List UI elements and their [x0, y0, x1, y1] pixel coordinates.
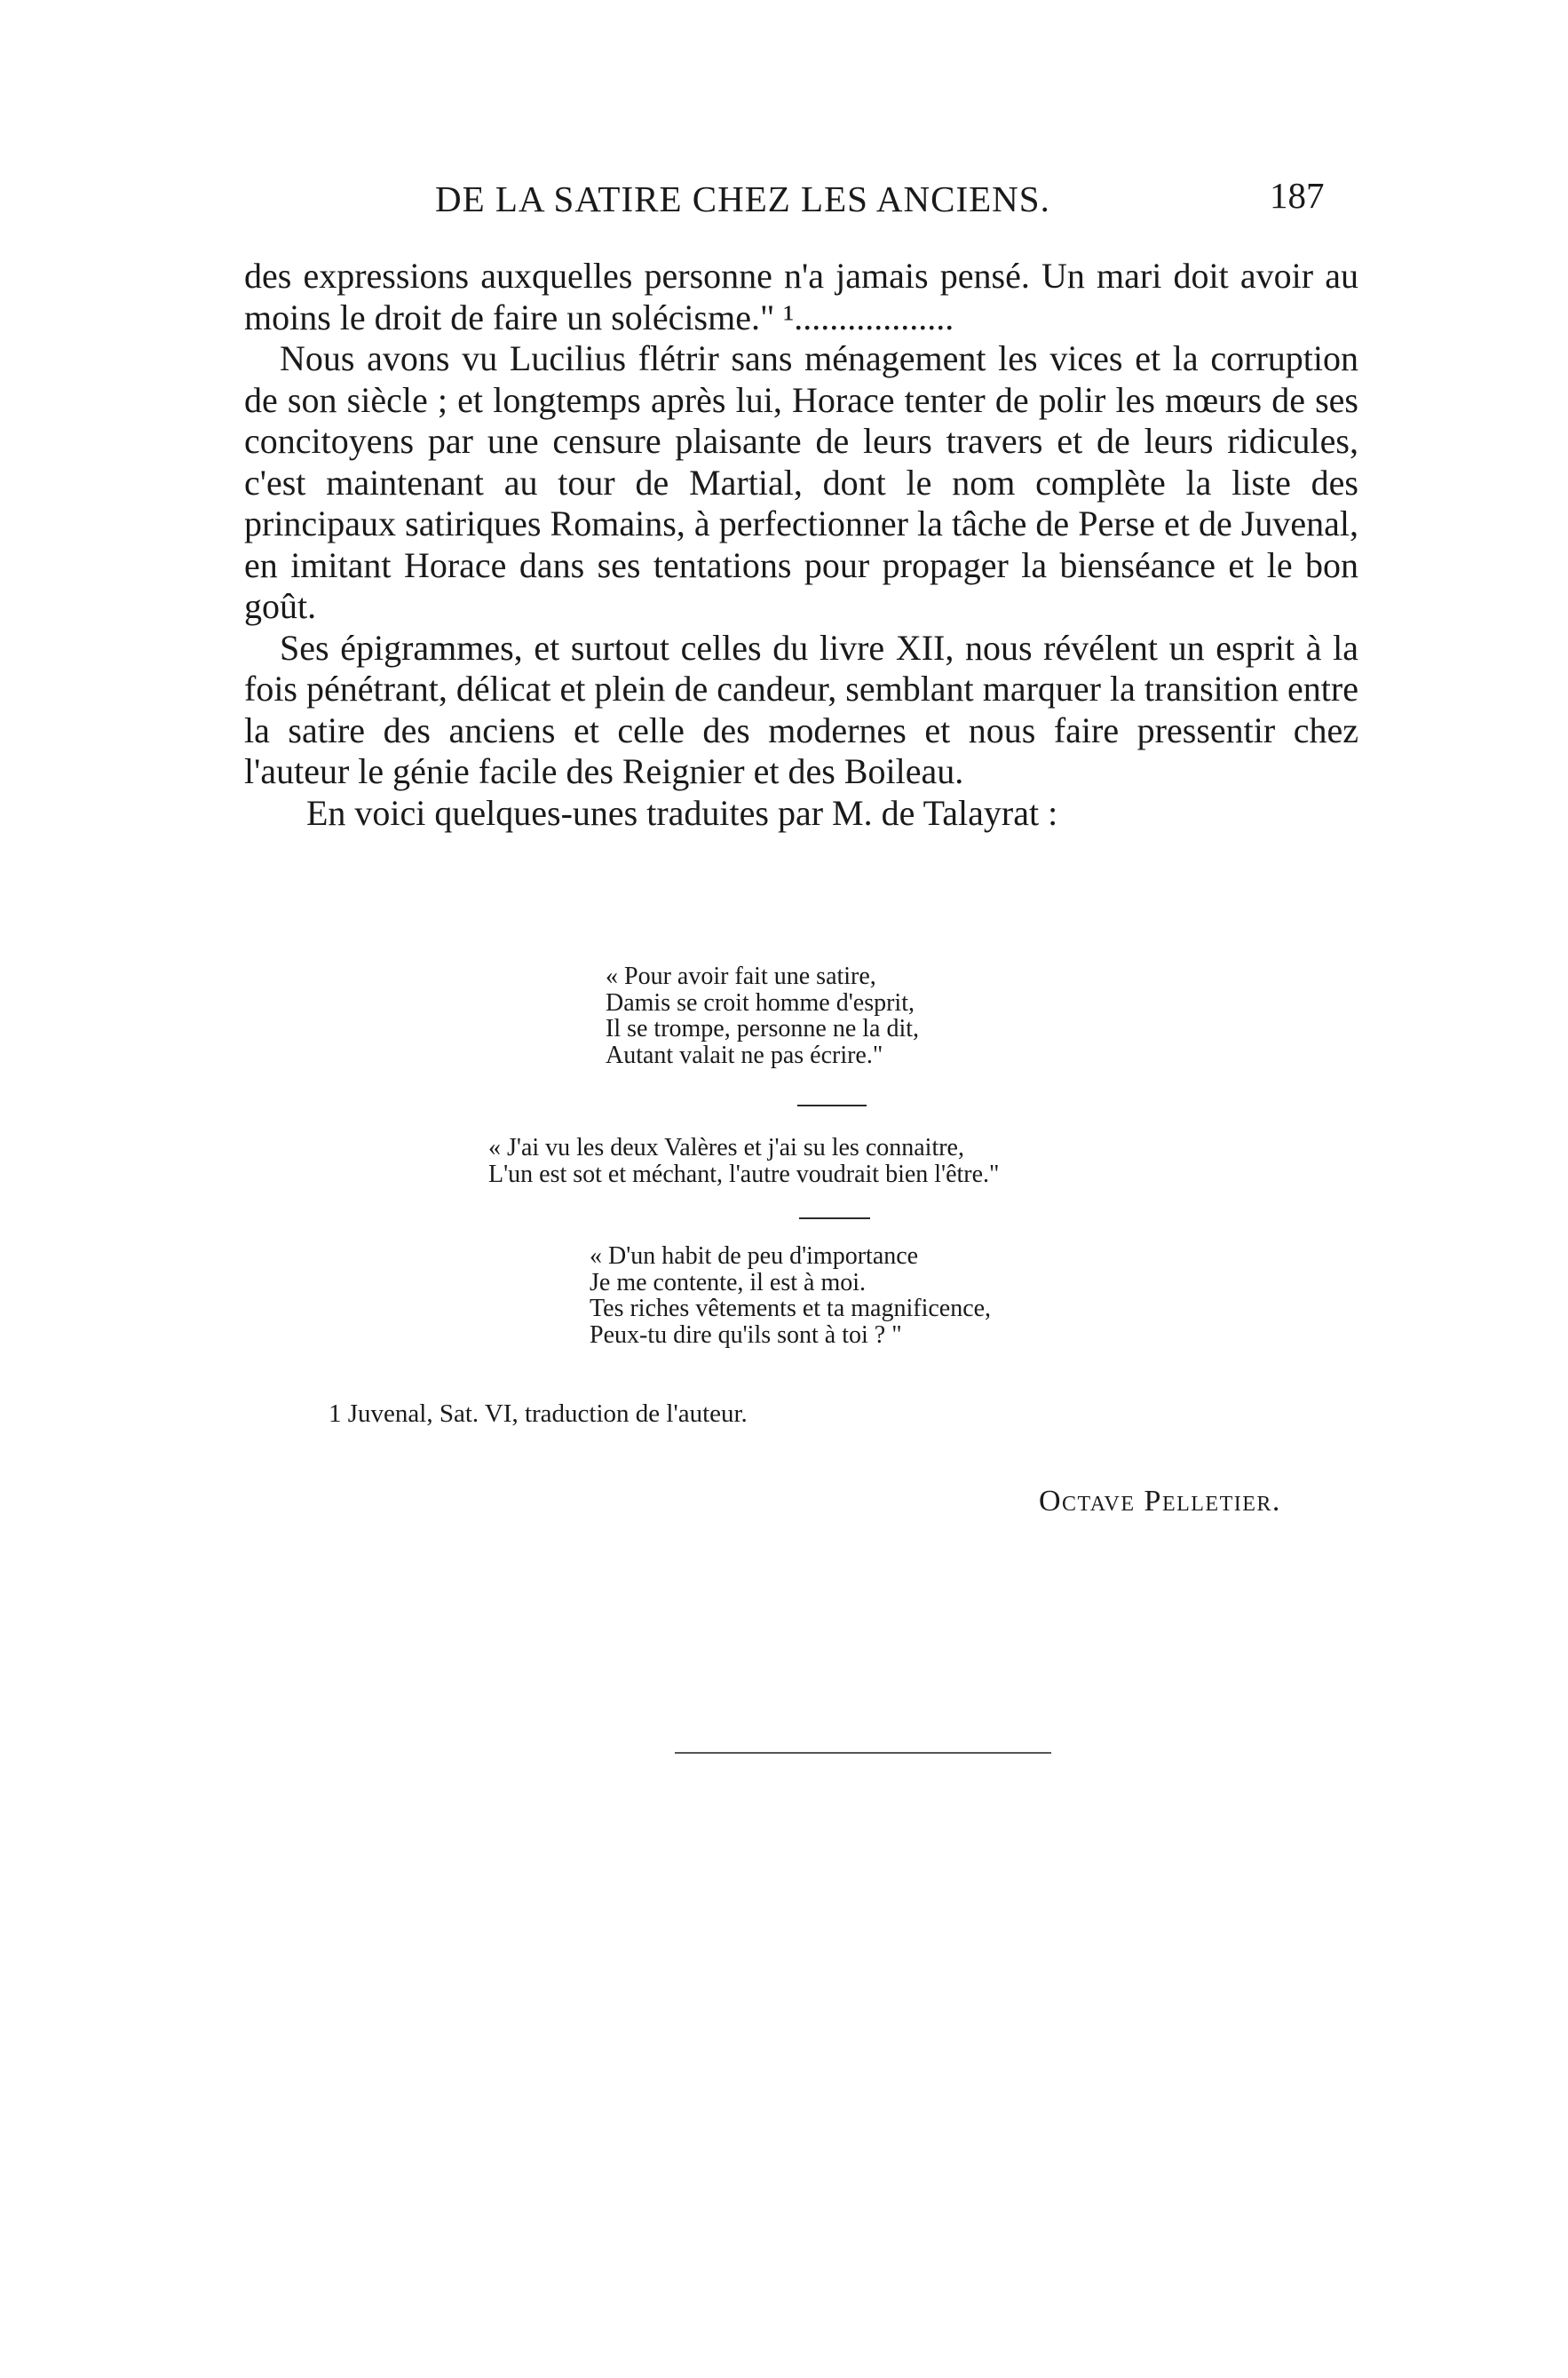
paragraph-epigrammes: Ses épigrammes, et surtout celles du livre XII, nous révélent un esprit à la fois pénétrant, délicat et plein de candeur, semblant marquer la transition entre la satire des anciens et celle des modernes et nous faire pressentir chez l'auteur le génie facile des Reignier et des Boileau.	[244, 627, 1358, 791]
poem-line: Peux-tu dire qu'ils sont à toi ? "	[590, 1320, 902, 1349]
paragraph-continuation: des expressions auxquelles personne n'a jamais pensé. Un mari doit avoir au moins le droit de faire un solécisme." ¹..................	[244, 256, 1358, 337]
poem-valeres	[488, 1135, 1000, 1187]
poem-line: « J'ai vu les deux Valères et j'ai su les connaitre,	[488, 1134, 964, 1161]
poem-line: Je me contente, il est à moi.	[590, 1268, 867, 1296]
author-signature: Octave Pelletier.	[1039, 1485, 1281, 1518]
paragraph-intro-translations: En voici quelques-unes traduites par M. de Talayrat :	[306, 792, 1058, 833]
footnote: 1 Juvenal, Sat. VI, traduction de l'auteur.	[329, 1399, 748, 1428]
paragraph-lucilius: Nous avons vu Lucilius flétrir sans ménagement les vices et la corruption de son siècle ; et longtemps après lui, Horace tenter de polir les mœurs de ses concitoyens par une censure plaisante de leurs travers et de leurs ridicules, c'est maintenant au tour de Martial, dont le nom complète la liste des principaux satiriques Romains, à perfectionner la tâche de Perse et de Juvenal, en imitant Horace dans ses tentations pour propager la bienséance et le bon goût.	[244, 338, 1358, 626]
separator-rule	[799, 1217, 870, 1219]
poem-line: Autant valait ne pas écrire."	[606, 1041, 883, 1069]
poem-line: Il se trompe, personne ne la dit,	[606, 1015, 920, 1042]
running-title: DE LA SATIRE CHEZ LES ANCIENS.	[435, 178, 1050, 219]
separator-rule	[797, 1105, 867, 1106]
poem-line: « D'un habit de peu d'importance	[590, 1242, 919, 1270]
poem-habit	[590, 1243, 991, 1348]
poem-line: Tes riches vêtements et ta magnificence,	[590, 1295, 992, 1322]
poem-line: « Pour avoir fait une satire,	[606, 963, 876, 990]
poem-line: Damis se croit homme d'esprit,	[606, 988, 915, 1017]
closing-rule	[675, 1752, 1051, 1754]
poem-line: L'un est sot et méchant, l'autre voudrait bien l'être."	[488, 1160, 1000, 1188]
body-text	[244, 256, 1358, 834]
poem-satire	[606, 963, 919, 1068]
page-number: 187	[1270, 175, 1325, 216]
